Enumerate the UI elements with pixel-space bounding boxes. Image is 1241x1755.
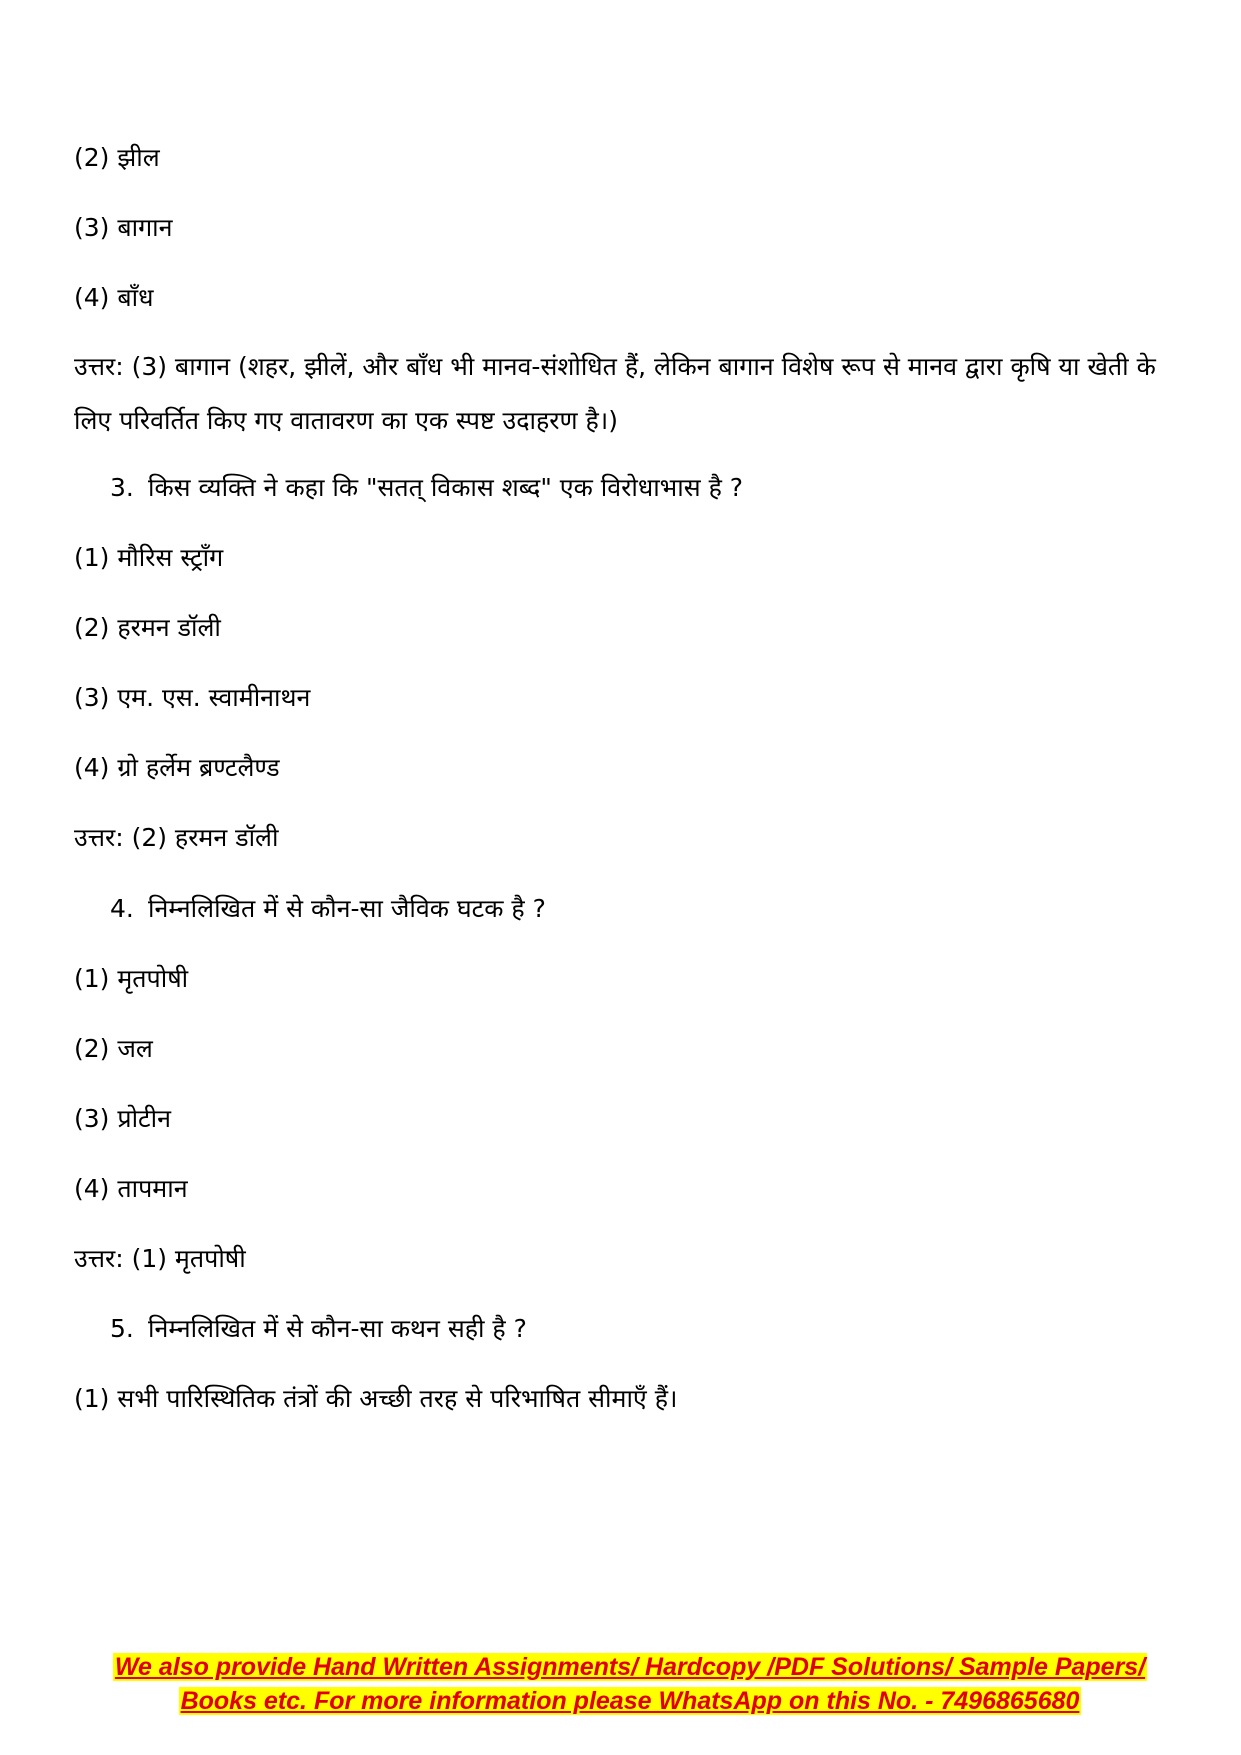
footer-line-2: Books etc. For more information please WhatsApp on this No. - 7496865680 — [180, 1687, 1080, 1715]
question-4 — [110, 892, 546, 926]
option-q2-2: (2) झील — [74, 143, 160, 172]
question-4-text: निम्नलिखित में से कौन-सा जैविक घटक है ? — [148, 894, 546, 923]
option-q3-4: (4) ग्रो हर्लेम ब्रण्टलैण्ड — [74, 753, 280, 782]
option-q2-4: (4) बाँध — [74, 283, 154, 312]
question-3 — [110, 471, 743, 505]
footer-promo — [100, 1650, 1160, 1718]
option-q4-3: (3) प्रोटीन — [74, 1104, 172, 1133]
option-q3-2: (2) हरमन डॉली — [74, 613, 221, 642]
footer-line-1: We also provide Hand Written Assignments/ Hardcopy /PDF Solutions/ Sample Papers/ — [114, 1653, 1146, 1681]
option-q3-3: (3) एम. एस. स्वामीनाथन — [74, 683, 311, 712]
question-5-number: 5. — [110, 1314, 134, 1343]
option-q2-3: (3) बागान — [74, 213, 173, 242]
question-3-text: किस व्यक्ति ने कहा कि "सतत् विकास शब्द" एक विरोधाभास है ? — [148, 473, 744, 502]
option-q3-1: (1) मौरिस स्ट्राँग — [74, 543, 224, 572]
option-q5-1: (1) सभी पारिस्थितिक तंत्रों की अच्छी तरह से परिभाषित सीमाएँ हैं। — [74, 1384, 678, 1413]
question-3-number: 3. — [110, 473, 134, 502]
question-5-text: निम्नलिखित में से कौन-सा कथन सही है ? — [148, 1314, 527, 1343]
option-q4-2: (2) जल — [74, 1034, 153, 1063]
question-4-number: 4. — [110, 894, 134, 923]
answer-q3: उत्तर: (2) हरमन डॉली — [74, 823, 279, 852]
option-q4-1: (1) मृतपोषी — [74, 964, 189, 993]
option-q4-4: (4) तापमान — [74, 1174, 188, 1203]
answer-q2: उत्तर: (3) बागान (शहर, झीलें, और बाँध भी मानव-संशोधित हैं, लेकिन बागान विशेष रूप से मानव द्वारा कृषि या खेती के लिए परिवर्तित किए गए वातावरण का एक स्पष्ट उदाहरण है।) — [74, 352, 1156, 435]
answer-q4: उत्तर: (1) मृतपोषी — [74, 1244, 246, 1273]
question-5 — [110, 1312, 527, 1346]
